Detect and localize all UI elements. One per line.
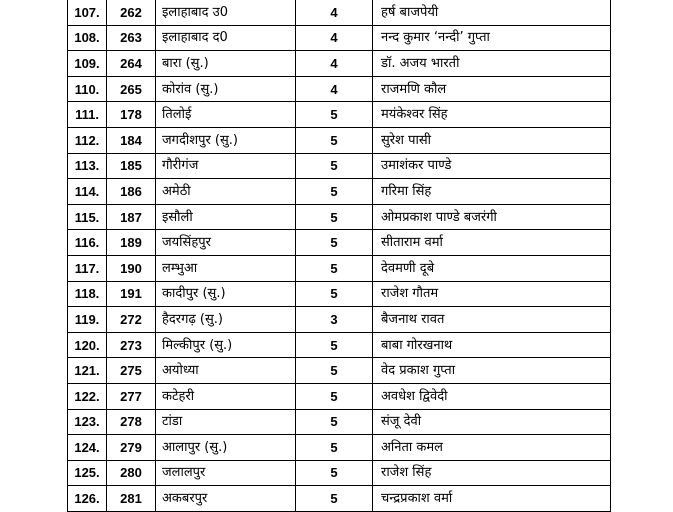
constituency-number-cell: 264 — [107, 51, 156, 77]
candidate-table-body — [68, 0, 611, 511]
table-row — [68, 281, 611, 307]
constituency-number-cell: 191 — [107, 281, 156, 307]
constituency-number-cell: 263 — [107, 25, 156, 51]
candidate-name-cell: संजू देवी — [373, 409, 611, 435]
phase-cell: 5 — [296, 179, 373, 205]
table-row — [68, 102, 611, 128]
constituency-number-cell: 275 — [107, 358, 156, 384]
candidate-name-cell: डॉ. अजय भारती — [373, 51, 611, 77]
serial-number-cell: 121. — [68, 358, 107, 384]
serial-number-cell: 125. — [68, 460, 107, 486]
constituency-number-cell: 277 — [107, 383, 156, 409]
constituency-number-cell: 185 — [107, 153, 156, 179]
serial-number-cell: 115. — [68, 204, 107, 230]
phase-cell: 5 — [296, 435, 373, 461]
phase-cell: 4 — [296, 76, 373, 102]
constituency-name-cell: बारा (सु.) — [156, 51, 296, 77]
candidate-name-cell: राजेश गौतम — [373, 281, 611, 307]
serial-number-cell: 113. — [68, 153, 107, 179]
phase-cell: 5 — [296, 383, 373, 409]
constituency-number-cell: 190 — [107, 255, 156, 281]
constituency-number-cell: 189 — [107, 230, 156, 256]
serial-number-cell: 107. — [68, 0, 107, 25]
candidate-name-cell: बैजनाथ रावत — [373, 307, 611, 333]
constituency-name-cell: गौरीगंज — [156, 153, 296, 179]
serial-number-cell: 112. — [68, 127, 107, 153]
serial-number-cell: 119. — [68, 307, 107, 333]
phase-cell: 4 — [296, 25, 373, 51]
candidate-name-cell: अवधेश द्विवेदी — [373, 383, 611, 409]
candidate-name-cell: नन्द कुमार ‘नन्दी’ गुप्ता — [373, 25, 611, 51]
candidate-name-cell: उमाशंकर पाण्डे — [373, 153, 611, 179]
constituency-number-cell: 272 — [107, 307, 156, 333]
phase-cell: 5 — [296, 255, 373, 281]
table-row — [68, 307, 611, 333]
table-row — [68, 153, 611, 179]
constituency-name-cell: इसौली — [156, 204, 296, 230]
constituency-number-cell: 278 — [107, 409, 156, 435]
constituency-name-cell: आलापुर (सु.) — [156, 435, 296, 461]
candidate-name-cell: देवमणी दूबे — [373, 255, 611, 281]
constituency-number-cell: 184 — [107, 127, 156, 153]
constituency-name-cell: कोरांव (सु.) — [156, 76, 296, 102]
serial-number-cell: 110. — [68, 76, 107, 102]
constituency-name-cell: टांडा — [156, 409, 296, 435]
phase-cell: 3 — [296, 307, 373, 333]
phase-cell: 4 — [296, 0, 373, 25]
serial-number-cell: 111. — [68, 102, 107, 128]
table-row — [68, 76, 611, 102]
constituency-name-cell: लम्भुआ — [156, 255, 296, 281]
serial-number-cell: 118. — [68, 281, 107, 307]
phase-cell: 4 — [296, 51, 373, 77]
constituency-name-cell: इलाहाबाद उ0 — [156, 0, 296, 25]
constituency-name-cell: अकबरपुर — [156, 486, 296, 512]
serial-number-cell: 109. — [68, 51, 107, 77]
serial-number-cell: 126. — [68, 486, 107, 512]
constituency-number-cell: 280 — [107, 460, 156, 486]
phase-cell: 5 — [296, 486, 373, 512]
phase-cell: 5 — [296, 281, 373, 307]
constituency-name-cell: जगदीशपुर (सु.) — [156, 127, 296, 153]
constituency-name-cell: अयोध्या — [156, 358, 296, 384]
table-row — [68, 127, 611, 153]
table-row — [68, 230, 611, 256]
constituency-name-cell: कटेहरी — [156, 383, 296, 409]
table-row — [68, 25, 611, 51]
table-row — [68, 460, 611, 486]
constituency-name-cell: इलाहाबाद द0 — [156, 25, 296, 51]
table-row — [68, 255, 611, 281]
constituency-name-cell: जयसिंहपुर — [156, 230, 296, 256]
constituency-number-cell: 279 — [107, 435, 156, 461]
candidate-name-cell: बाबा गोरखनाथ — [373, 332, 611, 358]
phase-cell: 5 — [296, 204, 373, 230]
serial-number-cell: 122. — [68, 383, 107, 409]
phase-cell: 5 — [296, 332, 373, 358]
phase-cell: 5 — [296, 409, 373, 435]
table-row — [68, 0, 611, 25]
table-row — [68, 435, 611, 461]
constituency-number-cell: 281 — [107, 486, 156, 512]
serial-number-cell: 120. — [68, 332, 107, 358]
constituency-number-cell: 262 — [107, 0, 156, 25]
candidate-name-cell: चन्द्रप्रकाश वर्मा — [373, 486, 611, 512]
phase-cell: 5 — [296, 102, 373, 128]
constituency-name-cell: तिलोई — [156, 102, 296, 128]
constituency-name-cell: अमेठी — [156, 179, 296, 205]
constituency-number-cell: 265 — [107, 76, 156, 102]
table-row — [68, 486, 611, 512]
constituency-number-cell: 178 — [107, 102, 156, 128]
constituency-number-cell: 186 — [107, 179, 156, 205]
candidate-name-cell: सीताराम वर्मा — [373, 230, 611, 256]
table-row — [68, 204, 611, 230]
table-row — [68, 409, 611, 435]
serial-number-cell: 116. — [68, 230, 107, 256]
candidate-name-cell: ओमप्रकाश पाण्डे बजरंगी — [373, 204, 611, 230]
phase-cell: 5 — [296, 153, 373, 179]
constituency-name-cell: कादीपुर (सु.) — [156, 281, 296, 307]
serial-number-cell: 124. — [68, 435, 107, 461]
candidate-name-cell: मयंकेश्वर सिंह — [373, 102, 611, 128]
candidate-name-cell: राजमणि कौल — [373, 76, 611, 102]
serial-number-cell: 108. — [68, 25, 107, 51]
serial-number-cell: 117. — [68, 255, 107, 281]
table-row — [68, 51, 611, 77]
candidate-name-cell: गरिमा सिंह — [373, 179, 611, 205]
constituency-name-cell: हैदरगढ़ (सु.) — [156, 307, 296, 333]
phase-cell: 5 — [296, 230, 373, 256]
constituency-number-cell: 187 — [107, 204, 156, 230]
serial-number-cell: 114. — [68, 179, 107, 205]
constituency-name-cell: जलालपुर — [156, 460, 296, 486]
table-row — [68, 358, 611, 384]
serial-number-cell: 123. — [68, 409, 107, 435]
candidate-name-cell: हर्ष बाजपेयी — [373, 0, 611, 25]
table-row — [68, 383, 611, 409]
table-row — [68, 332, 611, 358]
candidate-name-cell: अनिता कमल — [373, 435, 611, 461]
constituency-name-cell: मिल्कीपुर (सु.) — [156, 332, 296, 358]
phase-cell: 5 — [296, 460, 373, 486]
phase-cell: 5 — [296, 127, 373, 153]
table-row — [68, 179, 611, 205]
candidate-name-cell: वेद प्रकाश गुप्ता — [373, 358, 611, 384]
phase-cell: 5 — [296, 358, 373, 384]
constituency-number-cell: 273 — [107, 332, 156, 358]
candidate-name-cell: सुरेश पासी — [373, 127, 611, 153]
candidate-table — [67, 0, 611, 512]
candidate-name-cell: राजेश सिंह — [373, 460, 611, 486]
